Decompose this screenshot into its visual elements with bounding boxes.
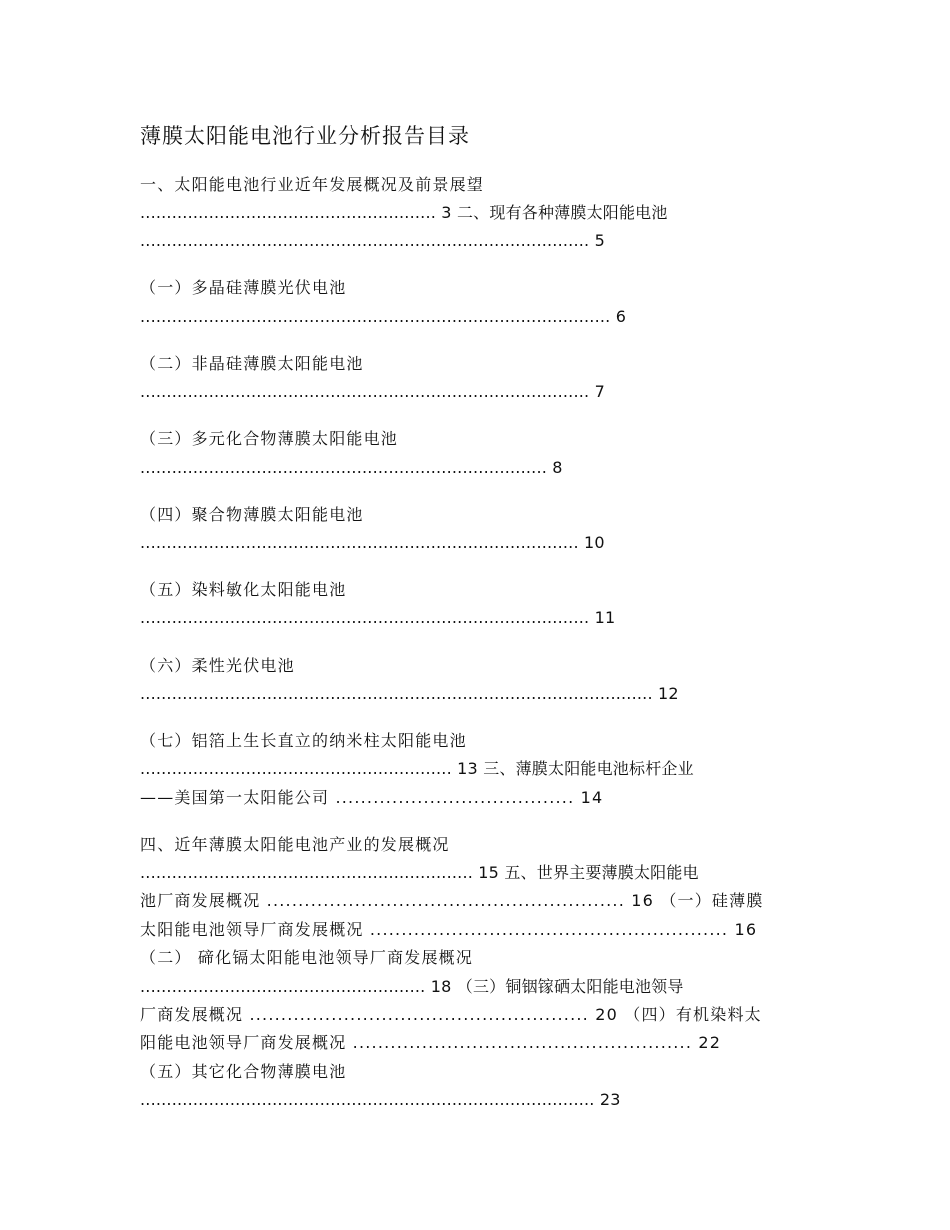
toc-line-20: ............................................................... 15 五、世界主要薄膜太阳能电 [140,863,699,882]
toc-line-24: ...................................................... 18 （三）铜铟镓硒太阳能电池领导 [140,977,684,996]
toc-line-3: ..................................................................................... 5 [140,231,605,250]
toc-line-12: （五）染料敏化太阳能电池 [140,580,347,599]
toc-line-26: 阳能电池领导厂商发展概况 ...................................................... 22 [140,1033,722,1052]
toc-line-6: （二）非晶硅薄膜太阳能电池 [140,354,364,373]
toc-line-13: ..................................................................................... 11 [140,608,616,627]
toc-line-1: 一、太阳能电池行业近年发展概况及前景展望 [140,175,485,194]
toc-line-2: ........................................................ 3 二、现有各种薄膜太阳能电池 [140,203,668,222]
toc-line-18: ——美国第一太阳能公司 ...................................... 14 [140,788,604,807]
toc-line-25: 厂商发展概况 ...................................................... 20 （四）有机染料太 [140,1005,762,1024]
toc-line-28: ...................................................................................... 23 [140,1090,621,1109]
toc-line-22: 太阳能电池领导厂商发展概况 ......................................................... 16 [140,920,758,939]
toc-line-5: ......................................................................................... 6 [140,307,627,326]
toc-line-23: （二） 碲化镉太阳能电池领导厂商发展概况 [140,948,474,967]
toc-line-8: （三）多元化合物薄膜太阳能电池 [140,429,399,448]
toc-line-9: ............................................................................. 8 [140,458,563,477]
toc-line-11: ................................................................................... 10 [140,533,605,552]
toc-line-21: 池厂商发展概况 ......................................................... 16 （一）硅薄膜 [140,891,764,910]
toc-line-16: （七）铝箔上生长直立的纳米柱太阳能电池 [140,731,467,750]
toc-line-17: ........................................................... 13 三、薄膜太阳能电池标杆企业 [140,759,694,778]
page-title: 薄膜太阳能电池行业分析报告目录 [140,124,470,148]
toc-line-10: （四）聚合物薄膜太阳能电池 [140,505,364,524]
toc-line-15: ................................................................................................. 12 [140,684,679,703]
toc-line-27: （五）其它化合物薄膜电池 [140,1062,347,1081]
toc-line-7: ..................................................................................... 7 [140,382,605,401]
toc-line-4: （一）多晶硅薄膜光伏电池 [140,278,347,297]
toc-line-19: 四、近年薄膜太阳能电池产业的发展概况 [140,835,450,854]
toc-line-14: （六）柔性光伏电池 [140,656,295,675]
